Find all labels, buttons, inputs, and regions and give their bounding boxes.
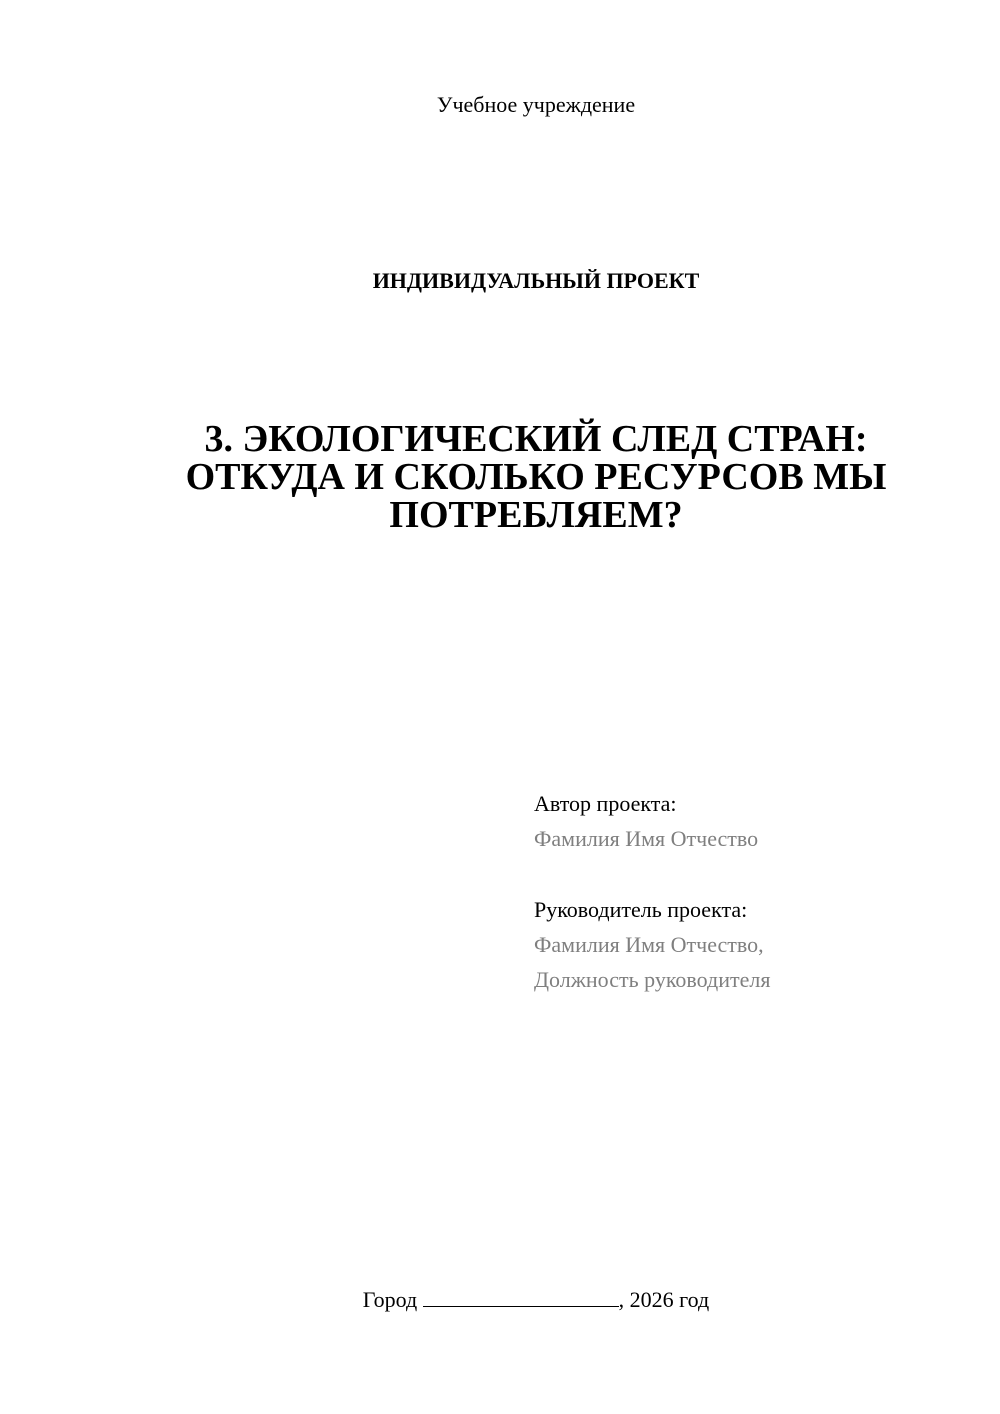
author-name: Фамилия Имя Отчество bbox=[534, 826, 759, 851]
supervisor-block bbox=[534, 892, 974, 997]
author-label: Автор проекта: bbox=[534, 791, 677, 816]
city-blank-line bbox=[423, 1286, 619, 1307]
institution-text: Учебное учреждение bbox=[436, 92, 636, 117]
year-text: , 2026 год bbox=[618, 1287, 710, 1312]
title-line: ОТКУДА И СКОЛЬКО РЕСУРСОВ МЫ bbox=[185, 456, 887, 498]
project-title bbox=[178, 420, 894, 534]
supervisor-label: Руководитель проекта: bbox=[534, 897, 748, 922]
city-label: Город bbox=[362, 1287, 418, 1312]
title-line: 3. ЭКОЛОГИЧЕСКИЙ СЛЕД СТРАН: bbox=[204, 418, 868, 460]
document-type bbox=[178, 268, 894, 294]
title-line: ПОТРЕБЛЯЕМ? bbox=[389, 494, 683, 536]
supervisor-name: Фамилия Имя Отчество, bbox=[534, 932, 764, 957]
document-type-text: ИНДИВИДУАЛЬНЫЙ ПРОЕКТ bbox=[372, 268, 700, 293]
supervisor-position: Должность руководителя bbox=[534, 967, 771, 992]
author-block bbox=[534, 786, 974, 856]
footer-city-year bbox=[178, 1286, 894, 1313]
institution-name bbox=[178, 92, 894, 118]
